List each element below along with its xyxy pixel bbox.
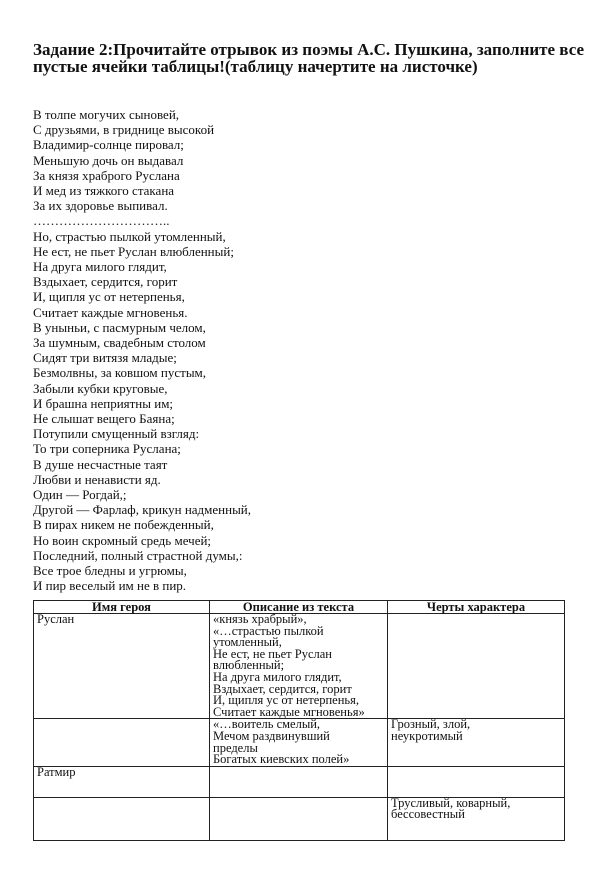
poem-line: Сидят три витязя младые; xyxy=(33,350,177,366)
poem-line: Забыли кубки круговые, xyxy=(33,380,168,396)
poem-line: Но, страстью пылкой утомленный, xyxy=(33,228,226,244)
cell-line: утомленный, xyxy=(213,635,282,650)
poem-line: В уныньи, с пасмурным челом, xyxy=(33,319,206,335)
cell-line: «…страстью пылкой xyxy=(213,623,324,638)
poem-line: Все трое бледны и угрюмы, xyxy=(33,563,187,579)
table-row xyxy=(34,797,565,840)
description-cell xyxy=(210,797,388,840)
poem-line: Потупили смущенный взгляд: xyxy=(33,426,200,442)
poem-line: Не слышат вещего Баяна; xyxy=(33,411,175,427)
poem-line: За шумным, свадебным столом xyxy=(33,335,206,351)
header-hero-name: Имя героя xyxy=(34,601,210,614)
poem-line: И пир веселый им не в пир. xyxy=(33,578,187,594)
table-row xyxy=(34,719,565,766)
table-row xyxy=(34,766,565,797)
task-title: Задание 2:Прочитайте отрывок из поэмы А.С. Пушкина, заполните все пустые ячейки таблицы!(таблицу начертите на листочке) xyxy=(33,40,584,76)
traits-cell xyxy=(388,719,565,766)
description-cell xyxy=(210,766,388,797)
cell-line: бессовестный xyxy=(391,807,465,822)
poem-line: В толпе могучих сыновей, xyxy=(33,107,180,122)
poem-line: На друга милого глядит, xyxy=(33,259,167,275)
traits-cell xyxy=(388,797,565,840)
cell-line: И, щипля ус от нетерпенья, xyxy=(213,693,359,708)
cell-line: неукротимый xyxy=(391,728,463,743)
poem-line: И, щипля ус от нетерпенья, xyxy=(33,289,185,305)
cell-line: Мечом раздвинувший xyxy=(213,728,330,743)
header-description: Описание из текста xyxy=(210,601,388,614)
poem-line: Другой — Фарлаф, крикун надменный, xyxy=(33,502,252,518)
poem-line: За князя храброго Руслана xyxy=(33,167,180,183)
poem-line: Безмолвны, за ковшом пустым, xyxy=(33,365,207,381)
poem-line: То три соперника Руслана; xyxy=(33,441,181,457)
header-traits: Черты характера xyxy=(388,601,565,614)
poem-line: Последний, полный страстной думы,: xyxy=(33,547,243,563)
cell-line: Считает каждые мгновенья» xyxy=(213,704,365,719)
poem-excerpt xyxy=(33,107,353,594)
poem-line: Считает каждые мгновенья. xyxy=(33,304,188,320)
traits-cell xyxy=(388,614,565,719)
cell-line: Не ест, не пьет Руслан xyxy=(213,646,332,661)
poem-line: Один — Рогдай,; xyxy=(33,487,127,503)
poem-line: Любви и ненависти яд. xyxy=(33,471,161,487)
poem-line: Вздыхает, сердится, горит xyxy=(33,274,178,290)
poem-line: И брашна неприятны им; xyxy=(33,395,174,411)
cell-line: Богатых киевских полей» xyxy=(213,752,350,767)
cell-line: влюбленный; xyxy=(213,658,285,673)
traits-cell xyxy=(388,766,565,797)
poem-line: Меньшую дочь он выдавал xyxy=(33,152,184,168)
poem-line: Но воин скромный средь мечей; xyxy=(33,532,212,548)
poem-line: И мед из тяжкого стакана xyxy=(33,183,175,199)
cell-line: «князь храбрый», xyxy=(213,612,307,626)
poem-line: За их здоровье выпивал. xyxy=(33,198,168,214)
poem-line: С друзьями, в гриднице высокой xyxy=(33,122,215,138)
poem-line: В пирах никем не побежденный, xyxy=(33,517,214,533)
hero-name-cell: Ратмир xyxy=(34,766,210,797)
hero-name-cell xyxy=(34,797,210,840)
poem-line: Владимир-солнце пировал; xyxy=(33,137,184,153)
poem-line: ………………………….. xyxy=(33,213,170,229)
description-cell xyxy=(210,614,388,719)
hero-name-cell: Руслан xyxy=(34,614,210,719)
cell-line: Трусливый, коварный, xyxy=(391,795,511,810)
cell-line: На друга милого глядит, xyxy=(213,669,342,684)
cell-line: «…воитель смелый, xyxy=(213,717,321,732)
hero-name-cell xyxy=(34,719,210,766)
description-cell xyxy=(210,719,388,766)
cell-line: Грозный, злой, xyxy=(391,717,471,732)
cell-line: пределы xyxy=(213,740,258,755)
cell-line: Вздыхает, сердится, горит xyxy=(213,681,352,696)
table-row xyxy=(34,614,565,719)
character-table xyxy=(33,600,565,841)
poem-line: В душе несчастные таят xyxy=(33,456,168,472)
poem-line: Не ест, не пьет Руслан влюбленный; xyxy=(33,243,234,259)
